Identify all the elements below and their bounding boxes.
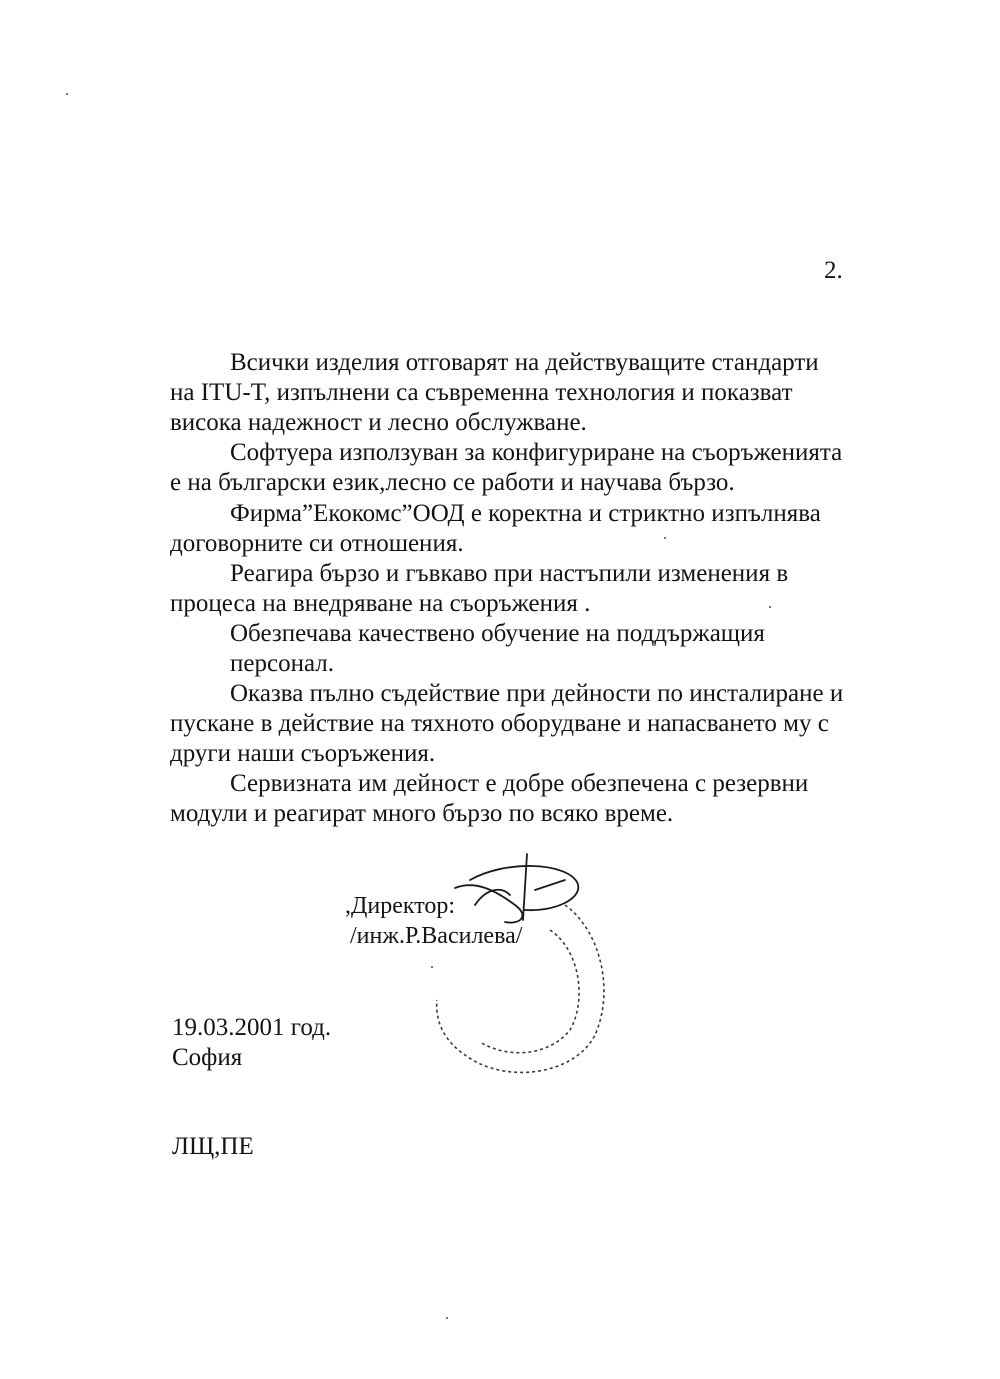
body-line: Реагира бързо и гъвкаво при настъпили изменения в <box>230 560 789 587</box>
body-line: Оказва пълно съдействие при дейности по инсталиране и <box>230 680 844 707</box>
body-line: модули и реагират много бързо по всяко време. <box>170 800 674 827</box>
body-line: Обезпечава качествено обучение на поддържащия <box>230 620 765 647</box>
body-line: Фирма”Екокомс”ООД е коректна и стриктно изпълнява <box>230 500 821 527</box>
scan-speck <box>446 1317 448 1319</box>
body-line: пускане в действие на тяхното оборудване и напасването му с <box>170 710 829 737</box>
scan-speck <box>769 606 771 608</box>
document-reference: ЛЩ,ПЕ <box>172 1133 254 1160</box>
body-line: Сервизната им дейност е добре обезпечена с резервни <box>230 770 809 797</box>
body-line: други наши съоръжения. <box>170 740 436 767</box>
signatory-name: /инж.Р.Василева/ <box>350 923 523 949</box>
document-date: 19.03.2001 год. <box>172 1014 332 1041</box>
scan-speck <box>431 966 433 968</box>
scan-speck <box>66 93 68 95</box>
stamp-and-signature <box>415 850 615 1085</box>
body-line: процеса на внедряване на съоръжения . <box>170 590 591 617</box>
page-number: 2. <box>824 257 843 284</box>
body-line: Всички изделия отговарят на действуващите стандарти <box>230 349 819 376</box>
round-stamp <box>437 905 604 1072</box>
body-line: договорните си отношения. <box>170 530 464 557</box>
body-line: е на български език,лесно се работи и научава бързо. <box>170 469 735 496</box>
signature-scribble <box>455 854 578 923</box>
body-line: персонал. <box>230 650 334 677</box>
document-city: София <box>172 1044 243 1071</box>
scan-speck <box>664 537 666 539</box>
signatory-title: ,Директор: <box>345 893 456 919</box>
body-line: висока надежност и лесно обслужване. <box>170 409 587 436</box>
body-line: Софтуера използуван за конфигуриране на съоръженията <box>230 439 843 466</box>
body-line: на ITU-T, изпълнени са съвременна технология и показват <box>170 379 793 406</box>
